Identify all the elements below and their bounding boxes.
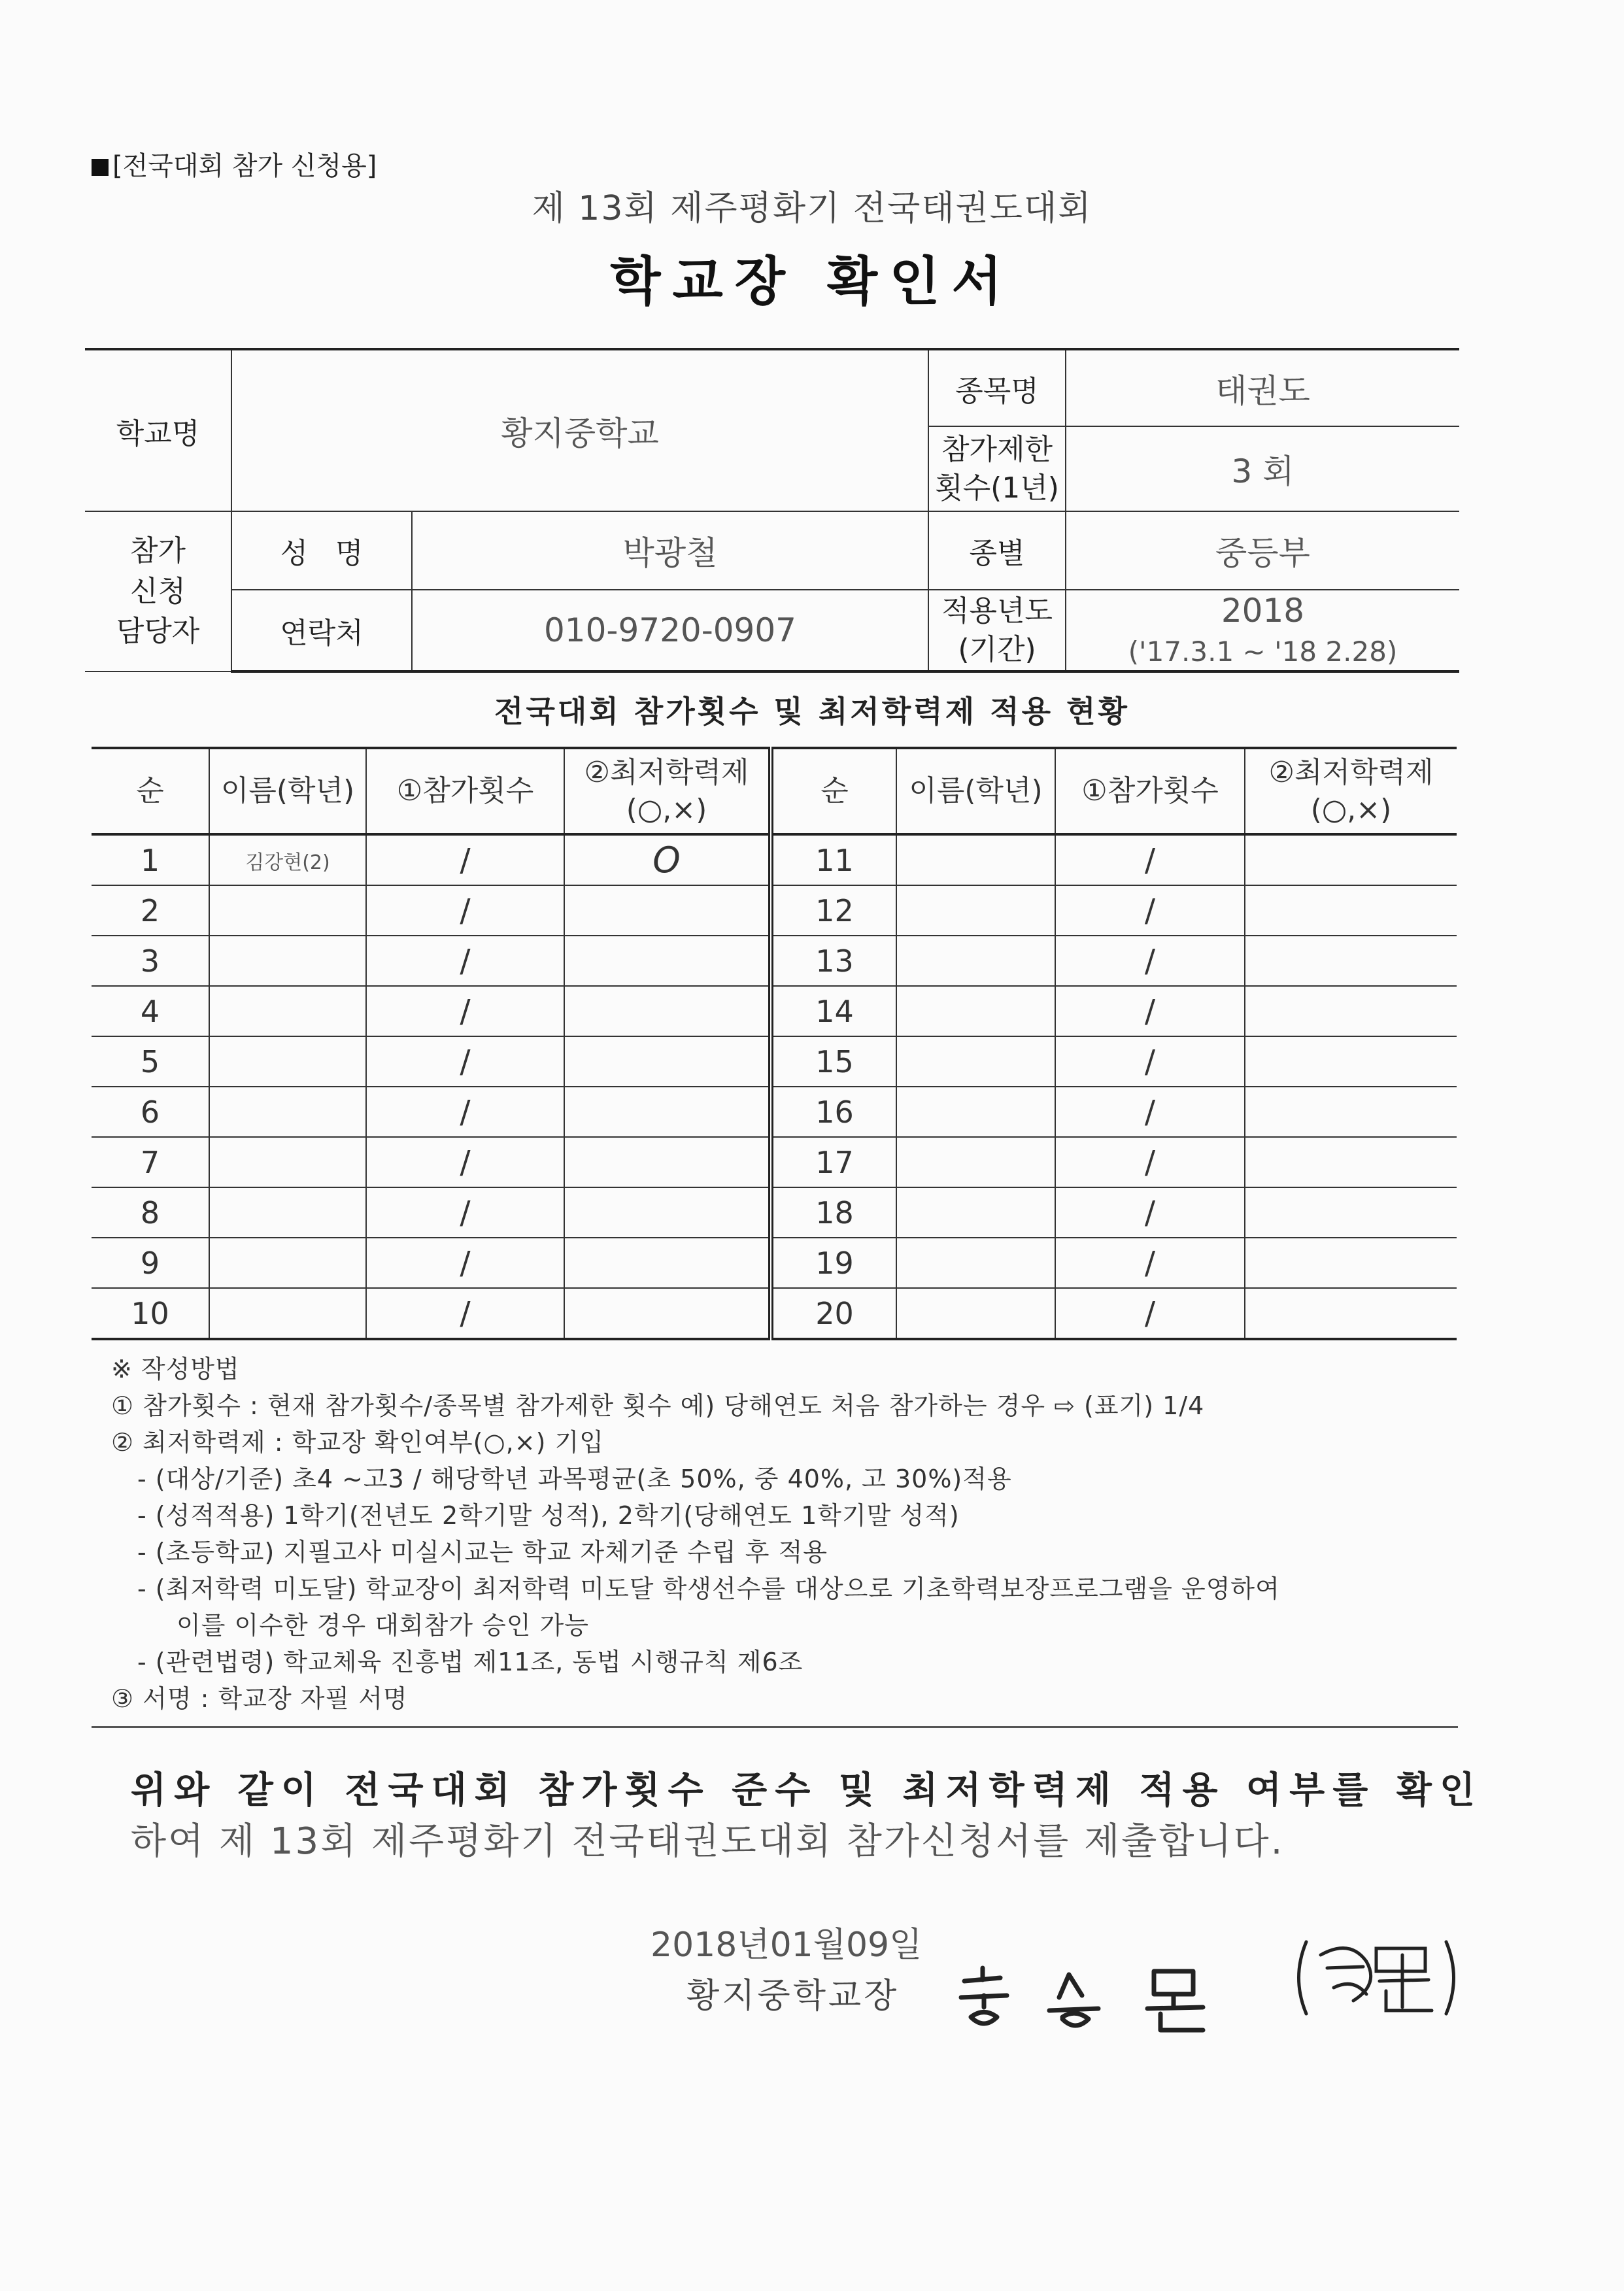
- row-name: [209, 1187, 366, 1238]
- row-no: 13: [771, 936, 896, 986]
- document-subtitle: 제 13회 제주평화기 전국태권도대회: [532, 189, 1092, 228]
- row-name: [896, 1288, 1055, 1339]
- row-name: [209, 986, 366, 1036]
- row-min-mark: [1245, 936, 1457, 986]
- row-no: 15: [771, 1036, 896, 1087]
- square-bullet-icon: [92, 159, 109, 176]
- note-2d: - (최저학력 미도달) 학교장이 최저학력 미도달 학생선수를 대상으로 기초학력보장프로그램을 운영하여: [137, 1574, 1280, 1603]
- table-row: [92, 936, 1457, 986]
- row-name: 김강현(2): [209, 834, 366, 885]
- division-value: 중등부: [1066, 511, 1459, 590]
- row-no: 17: [771, 1137, 896, 1187]
- row-min-mark: [564, 1036, 771, 1087]
- table-row: [92, 1087, 1457, 1137]
- row-count: /: [1055, 1137, 1245, 1187]
- row-no: 1: [92, 834, 209, 885]
- row-count: /: [1055, 1187, 1245, 1238]
- note-2: ② 최저학력제 : 학교장 확인여부(○,×) 기입: [111, 1428, 604, 1457]
- row-no: 7: [92, 1137, 209, 1187]
- seal-stamp: [1288, 1929, 1464, 2027]
- row-no: 3: [92, 936, 209, 986]
- row-count: /: [1055, 1087, 1245, 1137]
- handwritten-signature: [945, 1948, 1252, 2046]
- declaration: [131, 1765, 1483, 1867]
- note-2b: - (성적적용) 1학기(전년도 2학기말 성적), 2학기(당해연도 1학기말 성적): [137, 1501, 960, 1530]
- instructions: [111, 1351, 1280, 1717]
- row-name: [896, 1137, 1055, 1187]
- row-min-mark: [1245, 1288, 1457, 1339]
- row-min-mark: [564, 1288, 771, 1339]
- row-min-mark: [1245, 986, 1457, 1036]
- header-no: 순: [92, 748, 209, 834]
- event-label: 종목명: [928, 349, 1066, 426]
- row-min-mark: [1245, 1087, 1457, 1137]
- row-count: /: [366, 1137, 564, 1187]
- row-count: /: [1055, 986, 1245, 1036]
- row-count: /: [1055, 885, 1245, 936]
- row-count: /: [366, 1087, 564, 1137]
- note-2a: - (대상/기준) 초4 ~고3 / 해당학년 과목평균(초 50%, 중 40%, 고 30%)적용: [137, 1465, 1012, 1493]
- contact-value: 010-9720-0907: [412, 590, 928, 671]
- row-count: /: [366, 1288, 564, 1339]
- row-count: /: [366, 834, 564, 885]
- row-min-mark: [1245, 1036, 1457, 1087]
- row-name: [896, 986, 1055, 1036]
- info-table: [85, 348, 1459, 673]
- row-min-mark: O: [564, 834, 771, 885]
- row-count: /: [366, 1238, 564, 1288]
- table-row: [92, 1238, 1457, 1288]
- note-2d-cont: 이를 이수한 경우 대회참가 승인 가능: [177, 1611, 590, 1640]
- row-min-mark: [564, 1187, 771, 1238]
- header-name: 이름(학년): [209, 748, 366, 834]
- row-count: /: [1055, 1288, 1245, 1339]
- row-name: [209, 1087, 366, 1137]
- note-2e: - (관련법령) 학교체육 진흥법 제11조, 동법 시행규칙 제6조: [137, 1648, 804, 1676]
- row-min-mark: [564, 885, 771, 936]
- row-name: [896, 1087, 1055, 1137]
- name-label: 성 명: [231, 511, 412, 590]
- row-count: /: [1055, 834, 1245, 885]
- table-row: [92, 1137, 1457, 1187]
- table-row: [92, 1187, 1457, 1238]
- row-name: [896, 1187, 1055, 1238]
- row-min-mark: [564, 1238, 771, 1288]
- row-name: [209, 1036, 366, 1087]
- row-no: 8: [92, 1187, 209, 1238]
- row-no: 14: [771, 986, 896, 1036]
- row-no: 16: [771, 1087, 896, 1137]
- year-label: 적용년도 (기간): [928, 590, 1066, 671]
- note-3: ③ 서명 : 학교장 자필 서명: [111, 1684, 408, 1713]
- row-no: 18: [771, 1187, 896, 1238]
- row-min-mark: [564, 986, 771, 1036]
- row-no: 6: [92, 1087, 209, 1137]
- row-min-mark: [1245, 885, 1457, 936]
- name-value: 박광철: [412, 511, 928, 590]
- row-no: 2: [92, 885, 209, 936]
- notes-heading: ※ 작성방법: [111, 1355, 240, 1383]
- header-min: ②최저학력제 (○,×): [1245, 748, 1457, 834]
- row-count: /: [366, 1187, 564, 1238]
- row-name: [896, 885, 1055, 936]
- school-value: 황지중학교: [231, 349, 928, 511]
- row-min-mark: [1245, 1238, 1457, 1288]
- row-name: [209, 936, 366, 986]
- table-row: [92, 834, 1457, 885]
- row-count: /: [366, 986, 564, 1036]
- row-no: 9: [92, 1238, 209, 1288]
- row-name: [896, 936, 1055, 986]
- row-name: [896, 1036, 1055, 1087]
- row-name: [209, 885, 366, 936]
- row-min-mark: [1245, 1187, 1457, 1238]
- row-min-mark: [564, 1137, 771, 1187]
- document-title: 학교장 확인서: [610, 251, 1014, 312]
- row-min-mark: [564, 936, 771, 986]
- year-value: 2018 ('17.3.1 ~ '18 2.28): [1066, 590, 1459, 671]
- limit-value: 3 회: [1066, 426, 1459, 511]
- event-value: 태권도: [1066, 349, 1459, 426]
- issue-date: 2018년01월09일: [651, 1926, 922, 1965]
- signer-title: 황지중학교장: [686, 1977, 900, 2016]
- contact-label: 연락처: [231, 590, 412, 671]
- header-count: ①참가횟수: [1055, 748, 1245, 834]
- row-no: 11: [771, 834, 896, 885]
- row-min-mark: [1245, 1137, 1457, 1187]
- row-no: 12: [771, 885, 896, 936]
- row-name: [209, 1288, 366, 1339]
- table-row: [92, 1288, 1457, 1339]
- row-min-mark: [1245, 834, 1457, 885]
- note-2c: - (초등학교) 지필고사 미실시교는 학교 자체기준 수립 후 적용: [137, 1538, 828, 1567]
- limit-label: 참가제한 횟수(1년): [928, 426, 1066, 511]
- row-name: [896, 834, 1055, 885]
- form-tag-text: [전국대회 참가 신청용]: [112, 151, 377, 181]
- header-count: ①참가횟수: [366, 748, 564, 834]
- header-name: 이름(학년): [896, 748, 1055, 834]
- header-no: 순: [771, 748, 896, 834]
- row-no: 5: [92, 1036, 209, 1087]
- form-tag: [92, 145, 377, 182]
- row-count: /: [366, 1036, 564, 1087]
- row-no: 4: [92, 986, 209, 1036]
- row-name: [209, 1238, 366, 1288]
- declaration-line-2: 하여 제 13회 제주평화기 전국태권도대회 참가신청서를 제출합니다.: [131, 1820, 1285, 1863]
- row-no: 10: [92, 1288, 209, 1339]
- table-row: [92, 986, 1457, 1036]
- table-row: [92, 885, 1457, 936]
- divider: [92, 1726, 1458, 1728]
- row-count: /: [1055, 1238, 1245, 1288]
- participation-table: [92, 747, 1457, 1340]
- row-count: /: [1055, 936, 1245, 986]
- division-label: 종별: [928, 511, 1066, 590]
- row-count: /: [366, 885, 564, 936]
- row-no: 19: [771, 1238, 896, 1288]
- row-name: [896, 1238, 1055, 1288]
- row-name: [209, 1137, 366, 1187]
- declaration-line-1: 위와 같이 전국대회 참가횟수 준수 및 최저학력제 적용 여부를 확인: [131, 1769, 1483, 1812]
- school-label: 학교명: [85, 349, 231, 511]
- header-min: ②최저학력제 (○,×): [564, 748, 771, 834]
- section-title: 전국대회 참가횟수 및 최저학력제 적용 현황: [494, 694, 1130, 729]
- row-no: 20: [771, 1288, 896, 1339]
- note-1: ① 참가횟수 : 현재 참가횟수/종목별 참가제한 횟수 예) 당해연도 처음 참가하는 경우 ⇨ (표기) 1/4: [111, 1391, 1205, 1420]
- row-count: /: [366, 936, 564, 986]
- manager-label: 참가 신청 담당자: [85, 511, 231, 671]
- row-count: /: [1055, 1036, 1245, 1087]
- table-row: [92, 1036, 1457, 1087]
- row-min-mark: [564, 1087, 771, 1137]
